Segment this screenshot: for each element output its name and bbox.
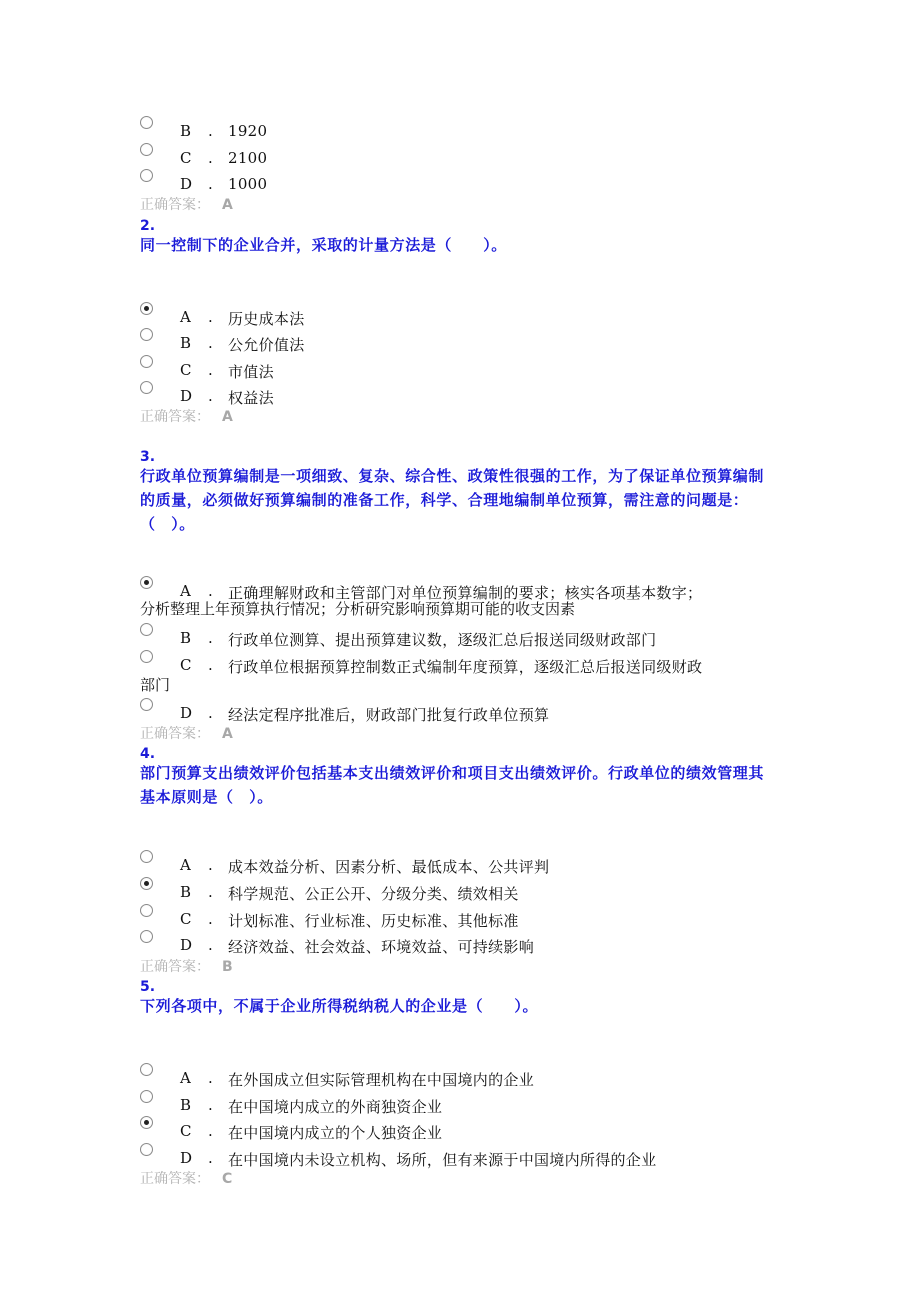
radio-button[interactable]	[140, 877, 153, 890]
answer-value: A	[222, 197, 233, 213]
option-text: 行政单位根据预算控制数正式编制年度预算，逐级汇总后报送同级财政	[228, 658, 703, 676]
radio-button[interactable]	[140, 1063, 153, 1076]
option-text: 1920	[228, 122, 268, 140]
radio-button[interactable]	[140, 169, 153, 182]
radio-button[interactable]	[140, 143, 153, 156]
radio-button[interactable]	[140, 116, 153, 129]
option-dot: .	[208, 704, 213, 722]
answer-label: 正确答案：	[140, 959, 210, 975]
radio-button[interactable]	[140, 698, 153, 711]
option-dot: .	[208, 856, 213, 874]
radio-button[interactable]	[140, 904, 153, 917]
question-number-4: 4.	[140, 746, 156, 762]
option-letter: A	[180, 1069, 191, 1087]
option-text: 市值法	[228, 363, 274, 381]
option-letter: C	[180, 149, 192, 167]
option-letter: D	[180, 936, 193, 954]
answer-label: 正确答案：	[140, 1171, 210, 1187]
option-letter: B	[180, 1096, 192, 1114]
option-text: 正确理解财政和主管部门对单位预算编制的要求；核实各项基本数字；	[228, 584, 703, 602]
option-letter: B	[180, 122, 192, 140]
option-text: 在中国境内成立的个人独资企业	[228, 1124, 443, 1142]
option-dot: .	[208, 910, 213, 928]
option-dot: .	[208, 1069, 213, 1087]
option-letter: C	[180, 1122, 192, 1140]
correct-answer-q1	[140, 194, 233, 214]
option-text: 1000	[228, 175, 268, 193]
answer-value: B	[222, 959, 233, 975]
radio-button[interactable]	[140, 850, 153, 863]
option-text: 历史成本法	[228, 310, 305, 328]
question-number-3: 3.	[140, 449, 156, 465]
option-text: 2100	[228, 149, 268, 167]
question-number-5: 5.	[140, 979, 156, 995]
answer-value: A	[222, 726, 233, 742]
option-dot: .	[208, 582, 213, 600]
answer-value: C	[222, 1171, 233, 1187]
correct-answer-q3	[140, 723, 233, 743]
option-text: 经济效益、社会效益、环境效益、可持续影响	[228, 938, 535, 956]
option-dot: .	[208, 308, 213, 326]
question-number-2: 2.	[140, 218, 156, 234]
option-dot: .	[208, 334, 213, 352]
option-text: 公允价值法	[228, 336, 305, 354]
option-dot: .	[208, 1149, 213, 1167]
option-dot: .	[208, 122, 213, 140]
question-text-5: 下列各项中，不属于企业所得税纳税人的企业是（ ）。	[140, 997, 539, 1015]
option-dot: .	[208, 1122, 213, 1140]
option-text: 成本效益分析、因素分析、最低成本、公共评判	[228, 858, 550, 876]
correct-answer-q5	[140, 1168, 232, 1188]
radio-button[interactable]	[140, 650, 153, 663]
radio-button[interactable]	[140, 302, 153, 315]
option-dot: .	[208, 387, 213, 405]
radio-button[interactable]	[140, 1143, 153, 1156]
option-letter: A	[180, 308, 191, 326]
option-text: 在中国境内未设立机构、场所，但有来源于中国境内所得的企业	[228, 1151, 657, 1169]
option-dot: .	[208, 936, 213, 954]
answer-label: 正确答案：	[140, 726, 210, 742]
option-text: 计划标准、行业标准、历史标准、其他标准	[228, 912, 519, 930]
option-dot: .	[208, 175, 213, 193]
radio-button[interactable]	[140, 1116, 153, 1129]
answer-label: 正确答案：	[140, 197, 210, 213]
option-text: 在中国境内成立的外商独资企业	[228, 1098, 443, 1116]
option-text: 行政单位测算、提出预算建议数，逐级汇总后报送同级财政部门	[228, 631, 657, 649]
radio-button[interactable]	[140, 623, 153, 636]
radio-button[interactable]	[140, 381, 153, 394]
option-letter: B	[180, 883, 192, 901]
option-text: 经法定程序批准后，财政部门批复行政单位预算	[228, 706, 550, 724]
option-dot: .	[208, 1096, 213, 1114]
option-dot: .	[208, 629, 213, 647]
option-letter: A	[180, 582, 191, 600]
radio-button[interactable]	[140, 930, 153, 943]
correct-answer-q4	[140, 956, 233, 976]
option-dot: .	[208, 883, 213, 901]
radio-button[interactable]	[140, 355, 153, 368]
option-letter: D	[180, 387, 193, 405]
option-text: 在外国成立但实际管理机构在中国境内的企业	[228, 1071, 535, 1089]
option-letter: C	[180, 361, 192, 379]
option-letter: D	[180, 704, 193, 722]
option-letter: C	[180, 656, 192, 674]
option-dot: .	[208, 656, 213, 674]
correct-answer-q2	[140, 406, 233, 426]
option-letter: B	[180, 334, 192, 352]
radio-button[interactable]	[140, 1090, 153, 1103]
answer-label: 正确答案：	[140, 409, 210, 425]
question-text-4: 部门预算支出绩效评价包括基本支出绩效评价和项目支出绩效评价。行政单位的绩效管理其基本原则是（ ）。	[140, 764, 765, 806]
option-letter: C	[180, 910, 192, 928]
radio-button[interactable]	[140, 576, 153, 589]
option-text-continuation: 分析整理上年预算执行情况；分析研究影响预算期可能的收支因素	[140, 600, 576, 618]
question-text-2: 同一控制下的企业合并，采取的计量方法是（ ）。	[140, 236, 507, 254]
question-text-3: 行政单位预算编制是一项细致、复杂、综合性、政策性很强的工作，为了保证单位预算编制的质量，必须做好预算编制的准备工作，科学、合理地编制单位预算，需注意的问题是：（ ）。	[140, 467, 765, 533]
answer-value: A	[222, 409, 233, 425]
option-dot: .	[208, 149, 213, 167]
option-letter: A	[180, 856, 191, 874]
option-dot: .	[208, 361, 213, 379]
radio-button[interactable]	[140, 328, 153, 341]
option-letter: B	[180, 629, 192, 647]
option-text: 科学规范、公正公开、分级分类、绩效相关	[228, 885, 519, 903]
option-letter: D	[180, 1149, 193, 1167]
option-text-continuation: 部门	[140, 676, 171, 694]
option-letter: D	[180, 175, 193, 193]
option-text: 权益法	[228, 389, 274, 407]
